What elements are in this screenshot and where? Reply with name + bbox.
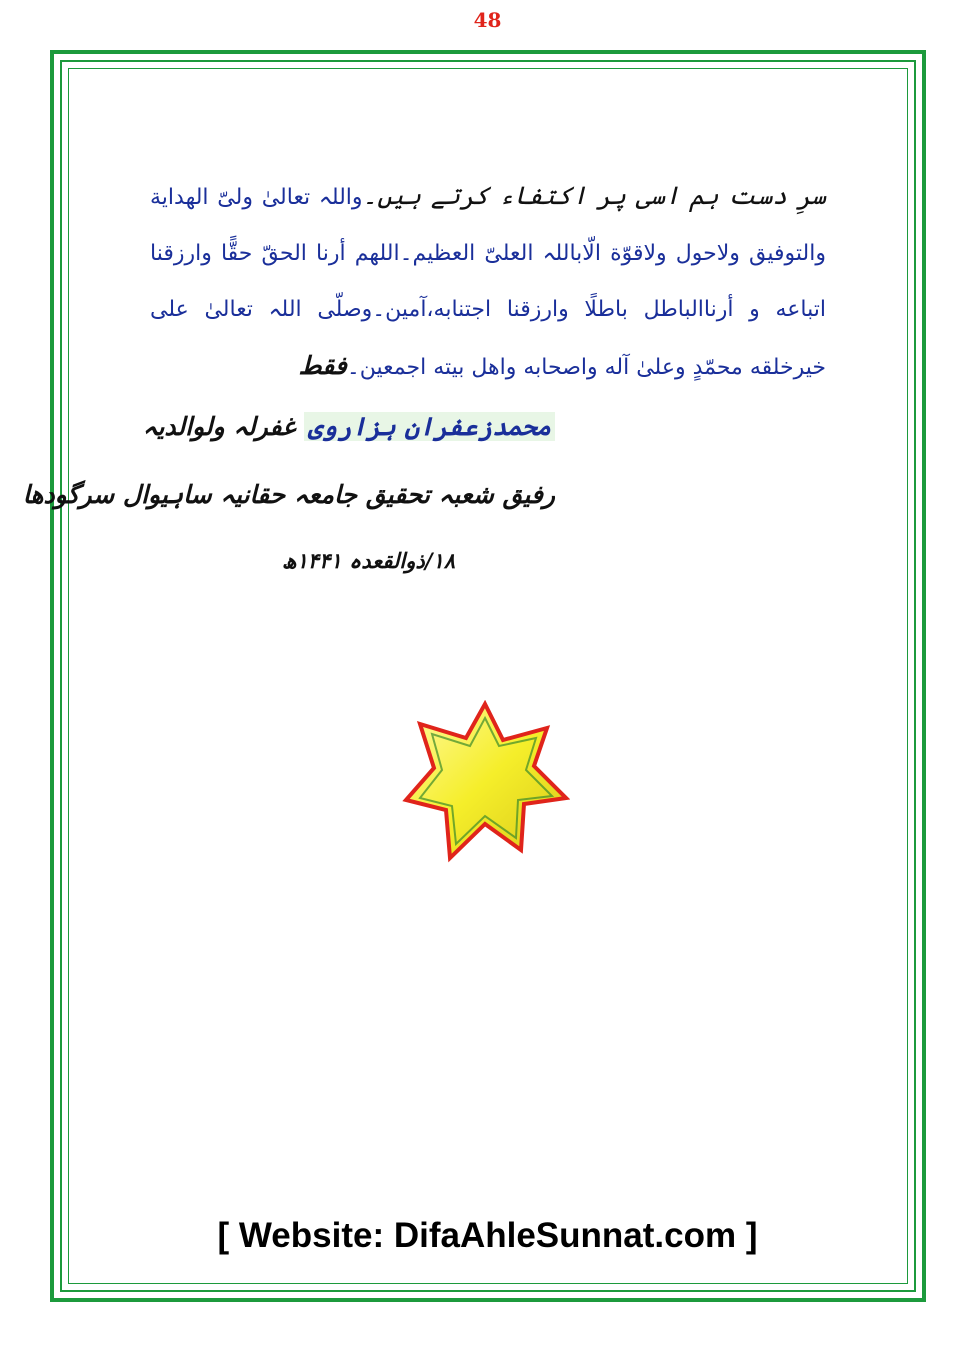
author-suffix: غفرلہ ولوالدیہ <box>142 412 296 441</box>
signature-line <box>143 412 555 441</box>
arabic-dua-text: واللہ تعالیٰ ولیّ الهداية والتوفيق ولاحول ولاقوّة الّاباللہ العلیّ العظيم۔اللهم أرنا الحقّ حقًّا وارزقنا اتباعه و أرناالباطل باطلًا وارزقنا اجتنابه،آمين۔وصلّى اللہ تعالیٰ على خيرخلقه محمّدٍ وعلیٰ آله واصحابه واهل بيته اجمعين۔ <box>150 185 826 380</box>
website-footer: [ Website: DifaAhleSunnat.com ] <box>217 1216 758 1255</box>
author-title: رفیق شعبہ تحقیق جامعہ حقانیہ ساہیوال سرگودھا <box>22 480 555 509</box>
urdu-lead-text: سرِ دست ہم اسی پر اکتفاء کرتے ہیں۔ <box>362 181 826 210</box>
author-name: محمدزعفران ہزاروی <box>304 412 555 441</box>
star-icon <box>400 700 570 865</box>
star-ornament <box>400 700 570 865</box>
page-number: 48 <box>473 8 502 32</box>
urdu-end-text: فقط <box>298 351 347 380</box>
closing-paragraph <box>150 168 826 396</box>
signature-date: ۱۸/ذوالقعدہ ۱۴۴۱ھ <box>281 548 455 573</box>
